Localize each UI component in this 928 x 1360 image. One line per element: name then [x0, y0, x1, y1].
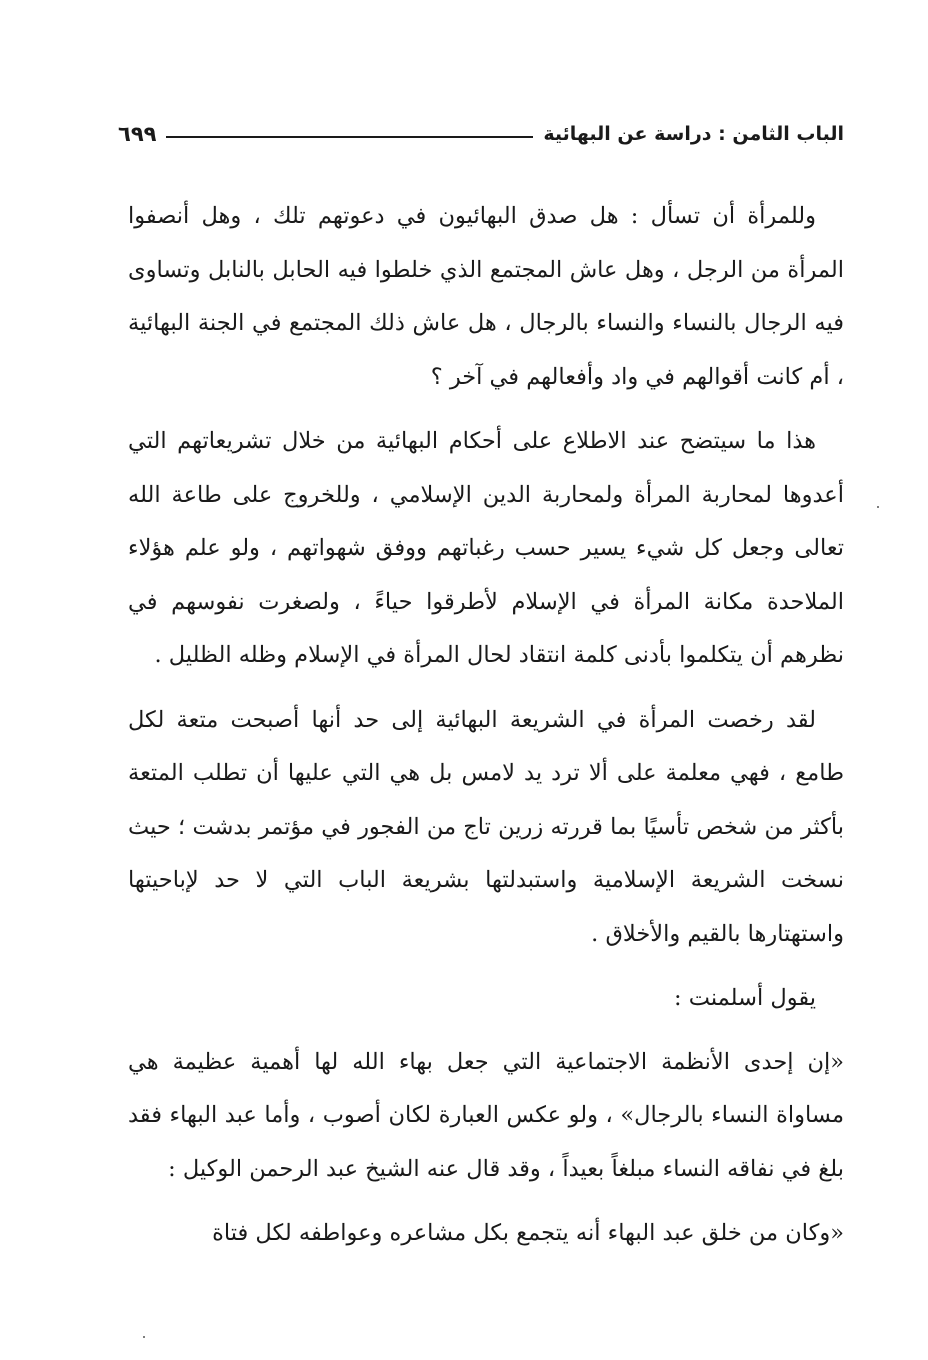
quote-introduction: يقول أسلمنت :	[674, 985, 816, 1011]
page-body	[128, 190, 844, 1272]
running-header	[118, 112, 844, 156]
chapter-title: الباب الثامن : دراسة عن البهائية	[543, 123, 844, 145]
paragraph-women-question: وللمرأة أن تسأل : هل صدق البهائيون في دعوتهم تلك ، وهل أنصفوا المرأة من الرجل ، وهل عاش المجتمع الذي خلطوا فيه الحابل بالنابل وتساوى فيه الرجال بالنساء والنساء بالرجال ، هل عاش ذلك المجتمع في الجنة البهائية ، أم كانت أقوالهم في واد وأفعالهم في آخر ؟	[128, 203, 844, 390]
paragraph-bahai-sharia: لقد رخصت المرأة في الشريعة البهائية إلى حد أنها أصبحت متعة لكل طامع ، فهي معلمة على ألا ترد يد لامس بل هي التي عليها أن تطلب المتعة بأكثر من شخص تأسيًا بما قررته زرين تاج من الفجور في مؤتمر بدشت ؛ حيث نسخت الشريعة الإسلامية واستبدلتها بشريعة الباب التي لا حد لإباحيتها واستهتارها بالقيم والأخلاق .	[128, 706, 844, 947]
page-number: ٦٩٩	[118, 122, 157, 146]
quotation-equality: «إن إحدى الأنظمة الاجتماعية التي جعل بهاء الله لها أهمية عظيمة هي مساواة النساء بالرجال» ، ولو عكس العبارة لكان أصوب ، وأما عبد البهاء فقد بلغ في نفاقه النساء مبلغاً بعيداً ، وقد قال عنه الشيخ عبد الرحمن الوكيل :	[128, 1048, 844, 1182]
scan-speck	[143, 1336, 145, 1338]
quotation-abdul-baha: «وكان من خلق عبد البهاء أنه يتجمع بكل مشاعره وعواطفه لكل فتاة	[212, 1220, 844, 1246]
scan-speck	[877, 506, 879, 508]
paragraph-bahai-legislation: هذا ما سيتضح عند الاطلاع على أحكام البهائية من خلال تشريعاتهم التي أعدوها لمحاربة المرأة ولمحاربة الدين الإسلامي ، وللخروج على طاعة الله تعالى وجعل كل شيء يسير حسب رغباتهم ووفق شهواتهم ، ولو علم هؤلاء الملاحدة مكانة المرأة في الإسلام لأطرقوا حياءً ، ولصغرت نفوسهم في نظرهم أن يتكلموا بأدنى كلمة انتقاد لحال المرأة في الإسلام وظله الظليل .	[128, 428, 844, 668]
header-rule	[166, 136, 533, 138]
